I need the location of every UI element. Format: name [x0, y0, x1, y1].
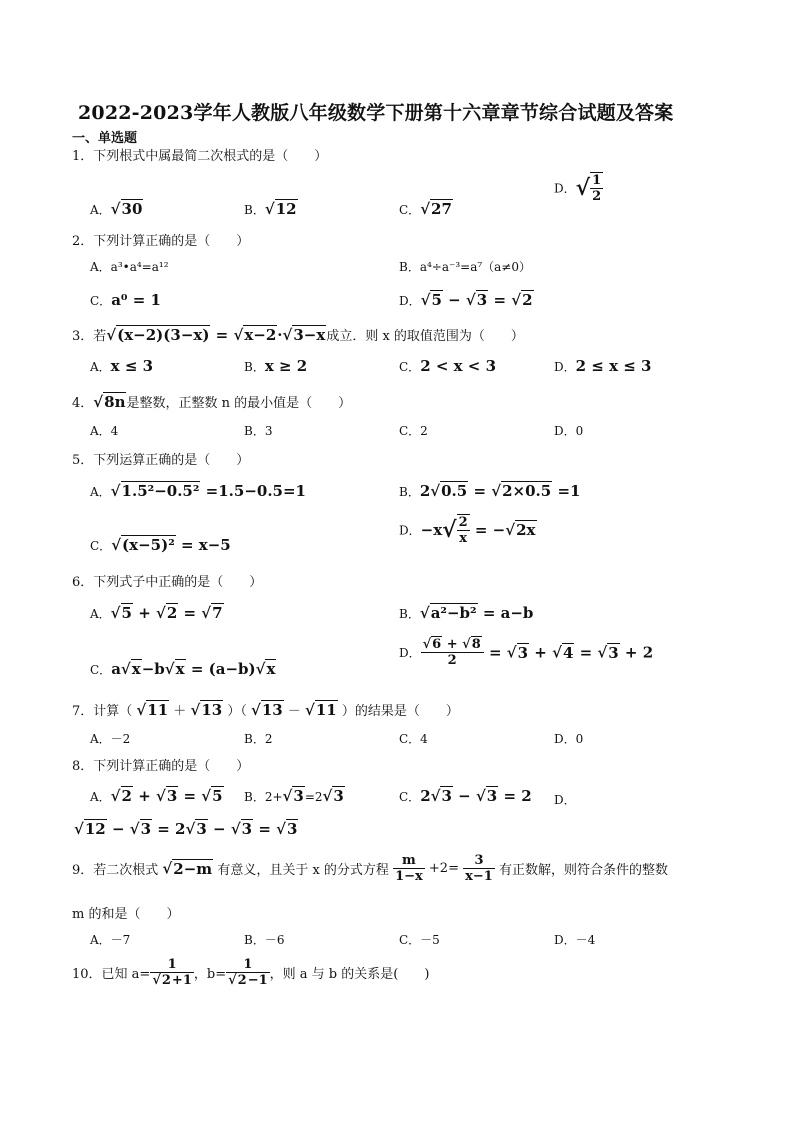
- q9-option-b: B．－6: [244, 933, 285, 947]
- question-9-stem: 9．若二次根式 √2−m 有意义，且关于 x 的分式方程 $\frac{m}{1-x}$ +2= $\frac{3}{x-1}$ 有正数解，则符合条件的整数: [72, 853, 668, 884]
- q6-option-c: C．a√x−b√x = (a−b)√x: [90, 660, 276, 678]
- q9-option-a: A．－7: [90, 933, 131, 947]
- section-heading: 一、单选题: [72, 131, 138, 146]
- q1-option-a: A．√30: [90, 200, 143, 218]
- q8-option-c: C．2√3 − √3 = 2: [399, 787, 532, 805]
- q8-option-b: B．2+√3=2√3: [244, 787, 344, 805]
- q5-option-a: A．√1.5²−0.5² =1.5−0.5=1: [90, 482, 306, 500]
- q4-option-a: A．4: [90, 424, 119, 438]
- q2-option-a: A．a³•a⁴=a¹²: [90, 260, 169, 274]
- question-10-stem: 10．已知 a= $\frac{1}{√2+1}$ ，b= $\frac{1}{√2-1}$ ，则 a 与 b 的关系是( ): [72, 957, 430, 988]
- q7-option-b: B．2: [244, 732, 273, 746]
- q1-option-c: C．√27: [399, 200, 452, 218]
- q6-option-a: A．√5 + √2 = √7: [90, 604, 223, 622]
- q5-option-b: B．2√0.5 = √2×0.5 =1: [399, 482, 581, 500]
- q2-option-b: B．a⁴÷a⁻³=a⁷（a≠0）: [399, 260, 532, 274]
- q1-option-d: D．√ $\frac{1}{2}$: [554, 173, 602, 204]
- question-3-stem: 3．若√(x−2)(3−x) = √x−2·√3−x成立．则 x 的取值范围为（ ）: [72, 326, 524, 344]
- q4-option-d: D．0: [554, 424, 584, 438]
- q9-option-c: C．－5: [399, 933, 440, 947]
- q3-option-b: B．x ≥ 2: [244, 357, 308, 375]
- question-9-stem-line2: m 的和是（ ）: [72, 907, 180, 922]
- q2-option-d: D．√5 − √3 = √2: [399, 291, 533, 309]
- q8-option-a: A．√2 + √3 = √5: [90, 787, 223, 805]
- question-2-stem: 2．下列计算正确的是（ ）: [72, 234, 250, 249]
- q7-option-c: C．4: [399, 732, 428, 746]
- question-1-stem: 1．下列根式中属最简二次根式的是（ ）: [72, 149, 328, 164]
- q7-option-d: D．0: [554, 732, 584, 746]
- q3-option-d: D．2 ≤ x ≤ 3: [554, 357, 652, 375]
- question-7-stem: 7．计算（ √11 ＋ √13 ）（ √13 － √11 ）的结果是（ ）: [72, 701, 459, 719]
- q8-option-d-label: D．: [554, 793, 576, 807]
- q3-option-c: C．2 < x < 3: [399, 357, 497, 375]
- question-5-stem: 5．下列运算正确的是（ ）: [72, 453, 250, 468]
- q8-option-d: √12 − √3 = 2√3 − √3 = √3: [74, 820, 298, 838]
- q1-option-b: B．√12: [244, 200, 297, 218]
- question-6-stem: 6．下列式子中正确的是（ ）: [72, 575, 263, 590]
- q6-option-d: D． $\frac{√6 + √8}{2}$ = √3 + √4 = √3 + 2: [399, 637, 654, 668]
- q7-option-a: A．－2: [90, 732, 131, 746]
- page-title: 2022-2023学年人教版八年级数学下册第十六章章节综合试题及答案: [78, 102, 674, 124]
- q2-option-c: C．a⁰ = 1: [90, 291, 161, 309]
- q4-option-c: C．2: [399, 424, 428, 438]
- q3-option-a: A．x ≤ 3: [90, 357, 154, 375]
- q6-option-b: B．√a²−b² = a−b: [399, 604, 534, 622]
- q4-option-b: B．3: [244, 424, 273, 438]
- question-8-stem: 8．下列计算正确的是（ ）: [72, 759, 250, 774]
- question-4-stem: 4．√8n是整数，正整数 n 的最小值是（ ）: [72, 393, 352, 411]
- q5-option-c: C．√(x−5)² = x−5: [90, 536, 231, 554]
- q9-option-d: D．－4: [554, 933, 596, 947]
- q5-option-d: D．−x√ $\frac{2}{x}$ = −√2x: [399, 515, 536, 546]
